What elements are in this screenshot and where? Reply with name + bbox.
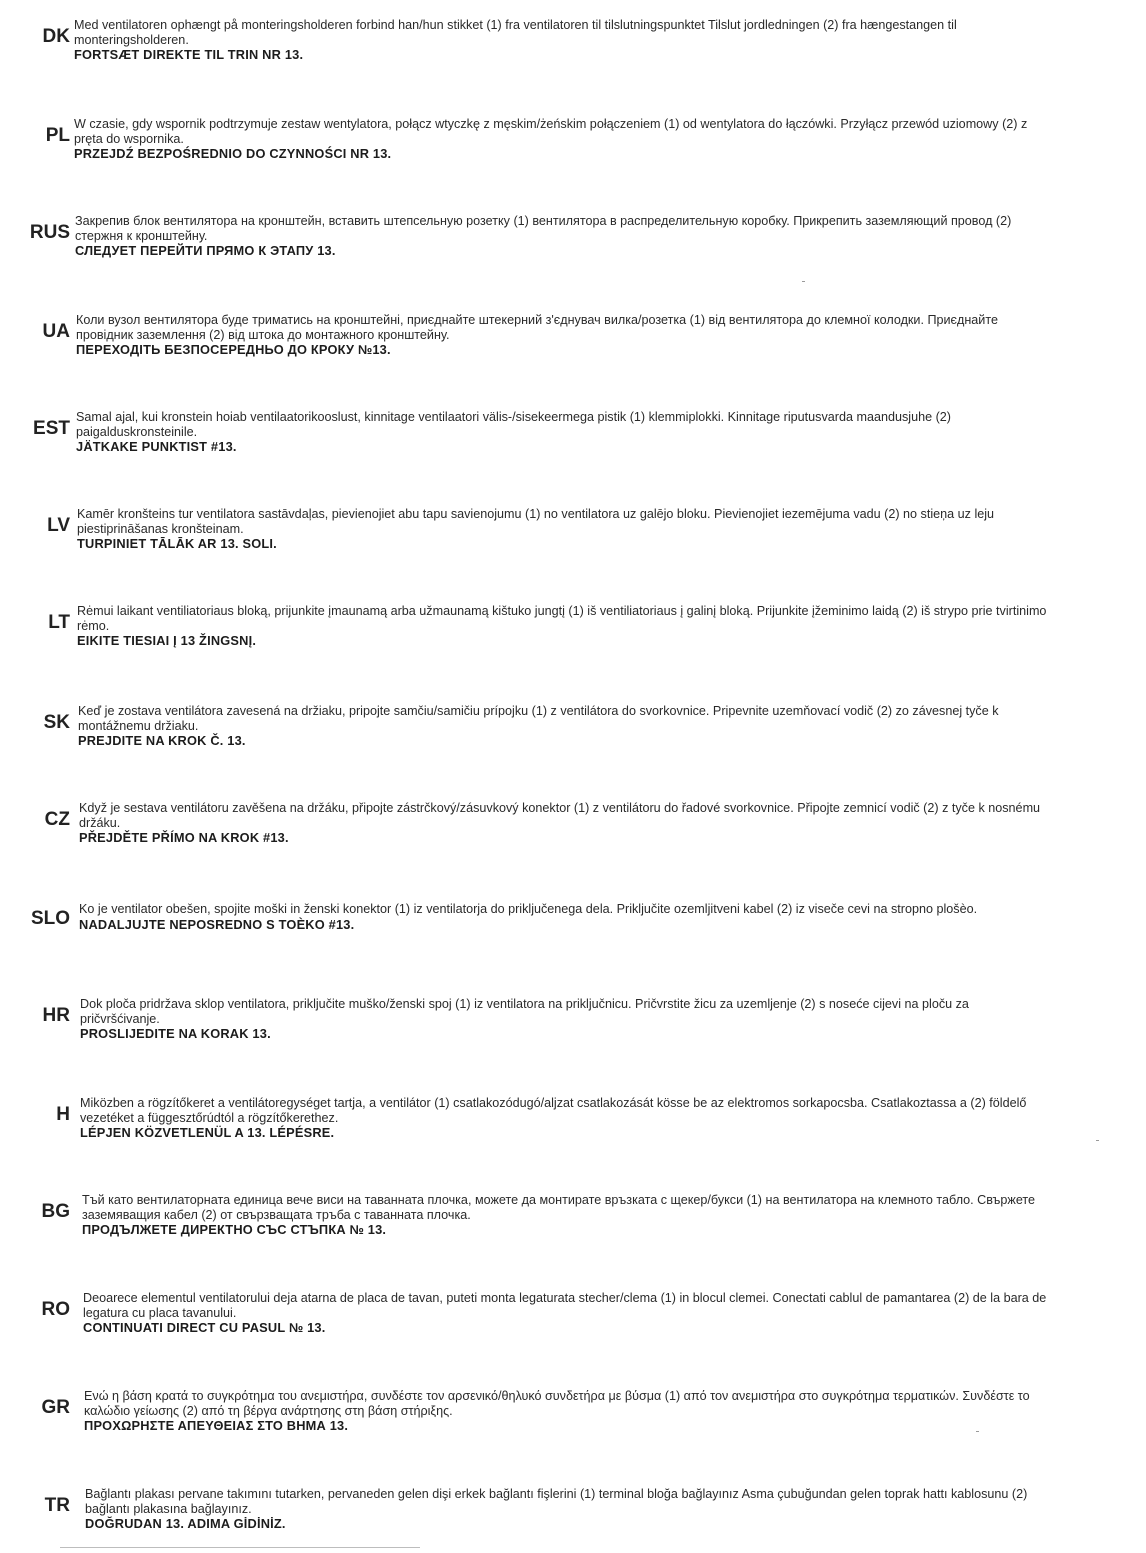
step-instruction: ΠΡΟΧΩΡΗΣΤΕ ΑΠΕΥΘΕΙΑΣ ΣΤΟ ΒΗΜΑ 13. <box>84 1418 349 1433</box>
language-code: SLO <box>30 908 70 929</box>
step-instruction: TURPINIET TĀLĀK AR 13. SOLI. <box>77 536 277 551</box>
language-code: HR <box>42 1005 70 1026</box>
section-body <box>76 313 1050 357</box>
instruction-text: Закрепив блок вентилятора на кронштейн, вставить штепсельную розетку (1) вентилятора в распределительную коробку. Прикрепить заземляющий провод (2) стержня к кронштейну. <box>75 214 1012 243</box>
step-instruction: PROSLIJEDITE NA KORAK 13. <box>80 1026 271 1041</box>
instruction-text: Коли вузол вентилятора буде триматись на кронштейні, приєднайте штекерний з'єднувач вилка/розетка (1) від вентилятора до клемної колодки. Приєднайте провідник заземлення (2) від штока до монтажного кронштейну. <box>76 313 998 342</box>
language-code: RO <box>41 1299 70 1320</box>
language-code: GR <box>41 1397 70 1418</box>
instruction-text: Kamēr kronšteins tur ventilatora sastāvdaļas, pievienojiet abu tapu savienojumu (1) no ventilatora uz galējo bloku. Pievienojiet iezemējuma vadu (2) no stieņa uz leju piestiprināšanas kronšteinam. <box>77 507 995 536</box>
section-body <box>85 1487 1050 1531</box>
step-instruction: CONTINUATI DIRECT CU PASUL № 13. <box>83 1320 326 1335</box>
step-instruction: PRZEJDŹ BEZPOŚREDNIO DO CZYNNOŚCI NR 13. <box>74 146 392 161</box>
section-body <box>78 704 1050 748</box>
instruction-text: Med ventilatoren ophængt på monteringsholderen forbind han/hun stikket (1) fra ventilatoren til tilslutningspunktet Tilslut jordledningen (2) fra hængestangen til monteringsholderen. <box>74 18 957 47</box>
language-code: EST <box>33 418 70 439</box>
instruction-text: Тъй като вентилаторната единица вече виси на таванната плочка, можете да монтирате връзката с щекер/букси (1) на вентилатора на клемното табло. Свържете заземяващия кабел (2) от свързващата тръба с таванната плочка. <box>82 1193 1036 1222</box>
instruction-text: Keď je zostava ventilátora zavesená na držiaku, pripojte samčiu/samičiu prípojku (1) z ventilátora do svorkovnice. Pripevnite uzemňovací vodič (2) zo závesnej tyče k montážnemu držiaku. <box>78 704 999 733</box>
language-code: UA <box>42 321 70 342</box>
language-code: DK <box>42 26 70 47</box>
instruction-text: Miközben a rögzítőkeret a ventilátoregységet tartja, a ventilátor (1) csatlakozódugó/aljzat csatlakozását kösse be az elektromos sorkapocsba. Csatlakoztassa a (2) földelő vezetéket a függesztőrúdtól a rögzítőkerethez. <box>80 1096 1027 1125</box>
section-body <box>79 902 1050 932</box>
instruction-text: Deoarece elementul ventilatorului deja atarna de placa de tavan, puteti monta legaturata stecher/clema (1) in blocul clemei. Conectati cablul de pamantarea (2) de la bara de legatura cu placa tavanului. <box>83 1291 1047 1320</box>
section-body <box>80 1096 1050 1140</box>
language-code: RUS <box>29 222 70 243</box>
instruction-text: Bağlantı plakası pervane takımını tutarken, pervaneden gelen dişi erkek bağlantı fişlerini (1) terminal bloğa bağlayınız Asma çubuğundan gelen toprak hattı kablosunu (2) bağlantı plakasına bağlayınız. <box>85 1487 1028 1516</box>
language-code: BG <box>41 1201 70 1222</box>
step-instruction: СЛЕДУЕТ ПЕРЕЙТИ ПРЯМО К ЭТАПУ 13. <box>75 243 336 258</box>
step-instruction: DOĞRUDAN 13. ADIMA GİDİNİZ. <box>85 1516 286 1531</box>
scan-edge-line <box>60 1547 420 1548</box>
language-code: TR <box>44 1495 70 1516</box>
section-body <box>74 117 1050 161</box>
instruction-text: Když je sestava ventilátoru zavěšena na držáku, připojte zástrčkový/zásuvkový konektor (1) z ventilátoru do řadové svorkovnice. Připojte zemnicí vodič (2) z tyče k nosnému držáku. <box>79 801 1041 830</box>
language-code: PL <box>45 125 70 146</box>
instruction-text: Dok ploča pridržava sklop ventilatora, priključite muško/ženski spoj (1) iz ventilatora na priključnicu. Pričvrstite žicu za uzemljenje (2) s noseće cijevi na ploču za pričvršćivanje. <box>80 997 969 1026</box>
section-body <box>80 997 1050 1041</box>
instruction-text: Ενώ η βάση κρατά το συγκρότημα του ανεμιστήρα, συνδέστε τον αρσενικό/θηλυκό συνδετήρα με βύσμα (1) από τον ανεμιστήρα στο συγκρότημα τερματικών. Συνδέστε το καλώδιο γείωσης (2) από τη βέργα ανάρτησης στη βάση στήριξης. <box>84 1389 1030 1418</box>
section-body <box>84 1389 1050 1433</box>
section-body <box>82 1193 1050 1237</box>
section-body <box>76 410 1050 454</box>
section-body <box>75 214 1050 258</box>
step-instruction: JÄTKAKE PUNKTIST #13. <box>76 439 237 454</box>
scan-speck <box>802 281 805 282</box>
step-instruction: ПЕРЕХОДІТЬ БЕЗПОСЕРЕДНЬО ДО КРОКУ №13. <box>76 342 391 357</box>
language-code: CZ <box>44 809 70 830</box>
section-body <box>83 1291 1050 1335</box>
scan-speck <box>976 1431 979 1432</box>
step-instruction: LÉPJEN KÖZVETLENÜL A 13. LÉPÉSRE. <box>80 1125 335 1140</box>
step-instruction: ПРОДЪЛЖЕТЕ ДИРЕКТНО СЪС СТЪПКА № 13. <box>82 1222 387 1237</box>
instruction-text: Rėmui laikant ventiliatoriaus bloką, prijunkite įmaunamą arba užmaunamą kištuko jungtį (1) iš ventiliatoriaus į galinį bloką. Prijunkite įžeminimo laidą (2) iš strypo prie tvirtinimo rėmo. <box>77 604 1047 633</box>
section-body <box>77 604 1050 648</box>
instruction-text: W czasie, gdy wspornik podtrzymuje zestaw wentylatora, połącz wtyczkę z męskim/żeńskim połączeniem (1) od wentylatora do łączówki. Przyłącz przewód uziomowy (2) z pręta do wspornika. <box>74 117 1028 146</box>
instruction-text: Ko je ventilator obešen, spojite moški in ženski konektor (1) iz ventilatorja do priključenega dela. Priključite ozemljitveni kabel (2) iz viseče cevi na stropno plošèo. <box>79 902 978 916</box>
language-code: H <box>56 1104 70 1125</box>
section-body <box>79 801 1050 845</box>
language-code: LV <box>47 515 70 536</box>
instruction-text: Samal ajal, kui kronstein hoiab ventilaatorikooslust, kinnitage ventilaatori välis-/sisekeermega pistik (1) klemmiplokki. Kinnitage riputusvarda maandusjuhe (2) paigalduskronsteinile. <box>76 410 951 439</box>
step-instruction: NADALJUJTE NEPOSREDNO S TOÈKO #13. <box>79 916 355 932</box>
step-instruction: PŘEJDĚTE PŘÍMO NA KROK #13. <box>79 830 289 845</box>
language-code: LT <box>48 612 70 633</box>
scan-speck <box>1096 1140 1099 1141</box>
step-instruction: FORTSÆT DIREKTE TIL TRIN NR 13. <box>74 47 304 62</box>
section-body <box>74 18 1050 62</box>
section-body <box>77 507 1050 551</box>
language-code: SK <box>43 712 70 733</box>
step-instruction: PREJDITE NA KROK Č. 13. <box>78 733 246 748</box>
step-instruction: EIKITE TIESIAI Į 13 ŽINGSNĮ. <box>77 633 257 648</box>
